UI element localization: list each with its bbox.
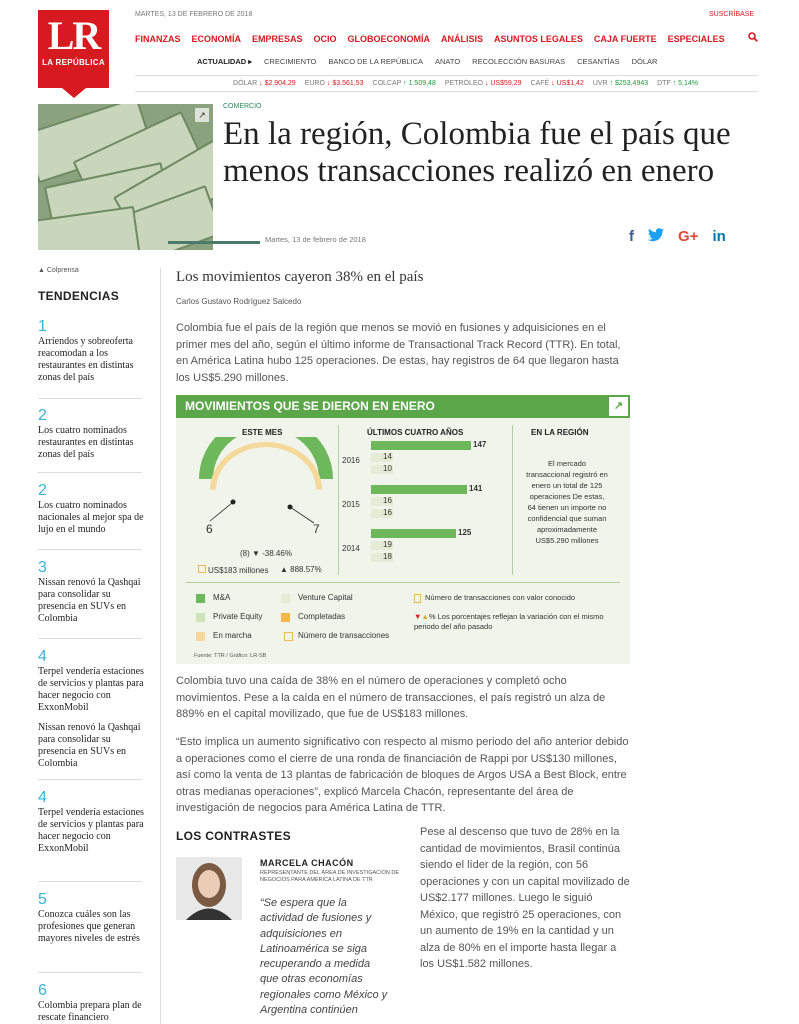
ticker-uvr[interactable]: UVR ↑ $253,4943 xyxy=(592,80,649,87)
legend-swatch-comp xyxy=(281,613,290,622)
legend-swatch-num xyxy=(284,632,293,641)
trend-item[interactable]: 4 Terpel vendería estaciones de servicios y plantas para hacer negocio con ExxonMobil xyxy=(38,789,144,854)
year-label: 2015 xyxy=(342,500,360,509)
year-label: 2014 xyxy=(342,544,360,553)
subnav-item-anato[interactable]: ANATO xyxy=(435,57,461,66)
donut-label-left: 6 xyxy=(206,522,213,536)
legend-pe: Private Equity xyxy=(213,612,263,621)
legend-vc: Venture Capital xyxy=(298,593,353,602)
capital-value: US$183 millones xyxy=(198,565,268,575)
col-region: EN LA REGIÓN xyxy=(531,428,589,437)
ticker-dtf[interactable]: DTF ↑ 5,14% xyxy=(657,80,698,87)
col-last-four-years: ÚLTIMOS CUATRO AÑOS xyxy=(367,428,464,437)
hero-image-money[interactable] xyxy=(38,104,213,250)
trend-item[interactable]: 5 Conozca cuáles son las profesiones que generan mayores niveles de estrés xyxy=(38,891,140,944)
google-plus-icon[interactable]: G+ xyxy=(678,228,699,245)
trend-separator xyxy=(38,881,142,882)
nav-item-asuntos-legales[interactable]: ASUNTOS LEGALES xyxy=(494,34,583,44)
trend-separator xyxy=(38,472,142,473)
expand-image-icon[interactable]: ↗ xyxy=(195,108,209,122)
paragraph-3: “Esto implica un aumento significativo con respecto al mismo periodo del año anterior debido a operaciones como el cierre de una ronda de financiación de Rappi por US$130 millones, así como la venta de 13 plantas de fabricación de bloques de Argos USA a Best Block, entre otras medianas operaciones”, explicó Marcela Chacón, representante del área de investigación de negocios para América Latina de TTR. xyxy=(176,736,629,814)
sub-nav xyxy=(197,57,657,66)
legend-swatch-ma xyxy=(196,594,205,603)
ticker-dolar[interactable]: DÓLAR ↓ $2.904,29 xyxy=(233,80,296,87)
contrasts-heading: LOS CONTRASTES xyxy=(176,829,291,843)
photo-credit: ▲ Colprensa xyxy=(38,267,79,274)
paragraph-2: Colombia tuvo una caída de 38% en el número de operaciones y completó ocho movimientos. Pese a la caída en el número de transacciones, el país registró un alza de 889% en el capital movilizado, que fue de US$183 millones. xyxy=(176,675,606,720)
trend-separator xyxy=(38,972,142,973)
trends-title: TENDENCIAS xyxy=(38,289,120,303)
trend-separator xyxy=(38,549,142,550)
main-nav xyxy=(135,34,725,44)
bar xyxy=(371,441,471,450)
trend-item[interactable]: 2 Los cuatro nominados nacionales al mejor spa de lujo en el mundo xyxy=(38,482,144,535)
infographic-source: Fuente: TTR / Gráfico: LR-SB xyxy=(194,653,267,659)
nav-item-economia[interactable]: ECONOMÍA xyxy=(191,34,241,44)
trend-item[interactable]: 3 Nissan renovó la Qashqai para consolidar su presencia en SUVs en Colombia xyxy=(38,559,141,624)
capital-change: ▲ 888.57% xyxy=(280,565,322,574)
ig-divider xyxy=(338,425,339,575)
subnav-item-actualidad[interactable]: ACTUALIDAD ▸ xyxy=(197,57,253,66)
nav-item-finanzas[interactable]: FINANZAS xyxy=(135,34,181,44)
bar-value-label: 147 xyxy=(473,440,487,449)
nav-item-empresas[interactable]: EMPRESAS xyxy=(252,34,303,44)
region-summary: El mercado transaccional registró en enero un total de 125 operaciones De estas, 64 tienen un importe no confidencial que suman aproximadamente US$5.290 millones xyxy=(526,459,608,545)
legend-known: Número de transacciones con valor conocido xyxy=(425,593,576,602)
trend-separator xyxy=(38,638,142,639)
infographic[interactable] xyxy=(176,395,630,664)
trend-item[interactable]: 1 Arriendos y sobreoferta reacomodan a los restaurantes en distintas zonas del país xyxy=(38,318,134,383)
legend-num: Número de transacciones xyxy=(298,631,390,640)
transactions-change: (8) ▼ -38.46% xyxy=(240,549,292,558)
trend-item[interactable]: 2 Los cuatro nominados restaurantes en distintas zonas del país xyxy=(38,407,134,460)
subnav-item-banco-republica[interactable]: BANCO DE LA REPÚBLICA xyxy=(328,57,424,66)
article-date: Martes, 13 de febrero de 2018 xyxy=(265,235,366,244)
legend-pct: ▼▲% Los porcentajes reflejan la variación con el mismo periodo del año pasado xyxy=(414,612,604,631)
article-subtitle: Los movimientos cayeron 38% en el país xyxy=(176,269,424,285)
logo-subtitle: LA REPÚBLICA xyxy=(42,58,105,67)
ticker-cafe[interactable]: CAFÉ ↓ US$1,42 xyxy=(530,80,584,87)
logo-text: LR xyxy=(47,13,100,58)
contrast-paragraph: Pese al descenso que tuvo de 28% en la cantidad de movimientos, Brasil continúa siendo el líder de la región, con 56 operaciones y con un capital movilizado de US$2.177 millones. Luego le siguió México, que registró 25 operaciones, con un aumento de 19% en la cantidad y un alza de 80% en el importe hasta llegar a los US$1.582 millones. xyxy=(420,826,630,970)
bar-value-label: 141 xyxy=(469,484,483,493)
person-photo xyxy=(176,857,242,920)
article-author[interactable]: Carlos Gustavo Rodríguez Salcedo xyxy=(176,297,302,306)
hero-accent-line xyxy=(168,241,260,244)
bar-value-label: 10 xyxy=(383,464,392,473)
legend-swatch-em xyxy=(196,632,205,641)
twitter-icon[interactable] xyxy=(648,228,664,246)
person-quote: “Se espera que la actividad de fusiones y adquisiciones en Latinoamérica se siga recuperando a medida que otras economías regionales como México y Argentina continúen xyxy=(260,897,388,1017)
legend-divider xyxy=(186,582,620,583)
nav-item-ocio[interactable]: OCIO xyxy=(313,34,337,44)
bar-value-label: 125 xyxy=(458,528,472,537)
nav-item-analisis[interactable]: ANÁLISIS xyxy=(441,34,484,44)
search-icon[interactable] xyxy=(748,32,758,45)
logo-tail xyxy=(62,88,86,98)
site-logo[interactable] xyxy=(38,10,109,88)
person-role: REPRESENTANTE DEL ÁREA DE INVESTIGACIÓN DE NEGOCIOS PARA AMÉRICA LATINA DE TTR xyxy=(260,870,400,883)
bar-value-label: 19 xyxy=(383,540,392,549)
bar xyxy=(371,485,467,494)
sidebar-divider xyxy=(160,268,161,1024)
legend-comp: Completadas xyxy=(298,612,346,621)
nav-item-caja-fuerte[interactable]: CAJA FUERTE xyxy=(593,34,657,44)
subnav-item-crecimiento[interactable]: CRECIMIENTO xyxy=(264,57,317,66)
ticker-petroleo[interactable]: PETRÓLEO ↓ US$59,29 xyxy=(444,80,522,87)
linkedin-icon[interactable]: in xyxy=(712,228,726,245)
ig-divider xyxy=(512,425,513,575)
col-this-month: ESTE MES xyxy=(242,428,283,437)
market-ticker xyxy=(135,75,758,92)
expand-infographic-icon[interactable]: ↗ xyxy=(609,397,628,416)
ticker-euro[interactable]: EURO ↓ $3.561,53 xyxy=(304,80,364,87)
bar-value-label: 18 xyxy=(383,552,392,561)
subnav-item-recoleccion-basuras[interactable]: RECOLECCIÓN BASURAS xyxy=(472,57,566,66)
article-headline: En la región, Colombia fue el país que menos transacciones realizó en enero xyxy=(223,116,731,189)
legend-swatch-vc xyxy=(281,594,290,603)
person-name: MARCELA CHACÓN xyxy=(260,858,354,868)
bar-value-label: 16 xyxy=(383,496,392,505)
legend-swatch-known xyxy=(414,594,421,603)
ticker-colcap[interactable]: COLCAP ↑ 1.509,48 xyxy=(372,80,436,87)
donut-label-right: 7 xyxy=(313,522,320,536)
legend-swatch-pe xyxy=(196,613,205,622)
trend-item[interactable]: 4 Terpel vendería estaciones de servicios y plantas para hacer negocio con ExxonMobil xyxy=(38,648,144,713)
trend-item[interactable]: Nissan renovó la Qashqai para consolidar su presencia en SUVs en Colombia xyxy=(38,722,141,769)
trend-item[interactable]: 6 Colombia prepara plan de rescate financiero xyxy=(38,982,142,1023)
paragraph-1: Colombia fue el país de la región que menos se movió en fusiones y adquisiciones en el primer mes del año, según el último informe de Transactional Track Record (TTR). En total, en América Latina hubo 125 operaciones. De estas, hay registros de 64 que llegaron hasta los US$5.290 millones. xyxy=(176,322,621,384)
article-kicker[interactable]: COMERCIO xyxy=(223,103,262,110)
trend-separator xyxy=(38,398,142,399)
subscribe-link[interactable]: SUSCRÍBASE xyxy=(709,11,755,18)
trend-separator xyxy=(38,779,142,780)
header-date: MARTES, 13 DE FEBRERO DE 2018 xyxy=(135,11,253,18)
nav-item-especiales[interactable]: ESPECIALES xyxy=(667,34,725,44)
share-bar xyxy=(629,228,726,246)
facebook-icon[interactable]: f xyxy=(629,228,634,245)
bar-value-label: 14 xyxy=(383,452,392,461)
year-label: 2016 xyxy=(342,456,360,465)
bar xyxy=(371,529,456,538)
infographic-title: MOVIMIENTOS QUE SE DIERON EN ENERO ↗ xyxy=(176,395,630,418)
legend-ma: M&A xyxy=(213,593,231,602)
legend-em: En marcha xyxy=(213,631,252,640)
subnav-item-dolar[interactable]: DÓLAR xyxy=(631,57,658,66)
subnav-item-cesantias[interactable]: CESANTÍAS xyxy=(577,57,620,66)
bar-value-label: 16 xyxy=(383,508,392,517)
nav-item-globoeconomia[interactable]: GLOBOECONOMÍA xyxy=(347,34,431,44)
